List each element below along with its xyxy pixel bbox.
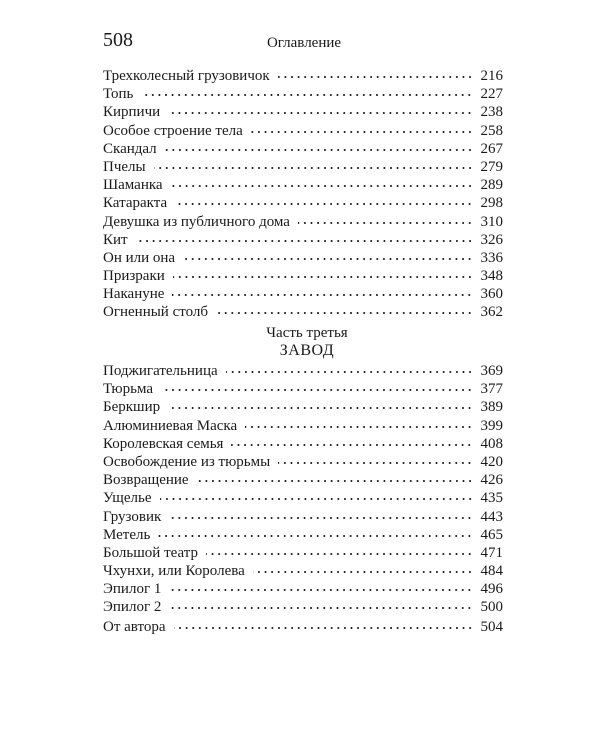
toc-entry-page: 289	[480, 177, 503, 194]
toc-entry-title: Ущелье	[103, 490, 152, 507]
toc-entry-page: 443	[480, 508, 503, 525]
toc-entry-title: Королевская семья	[103, 435, 224, 452]
dot-leader	[168, 406, 473, 410]
toc-entry-title: Накануне	[103, 286, 165, 303]
dot-leader	[226, 370, 473, 374]
toc-entry-page: 389	[480, 399, 503, 416]
toc-entry	[103, 176, 503, 194]
toc-entry-page: 377	[480, 381, 503, 398]
toc-entry-page: 426	[480, 472, 503, 489]
toc-entry-title: Чхунхи, или Королева	[103, 563, 245, 580]
toc-entry	[103, 471, 503, 489]
toc-entry-title: Шаманка	[103, 177, 163, 194]
toc-entry-title: Возвращение	[103, 472, 189, 489]
toc-entry	[103, 231, 503, 249]
toc-entry-title: Эпилог 1	[103, 581, 162, 598]
toc-entry	[103, 398, 503, 416]
toc-entry-page: 267	[480, 140, 503, 157]
toc-entry-title: Кирпичи	[103, 104, 161, 121]
dot-leader	[168, 111, 473, 115]
part-label: Часть третья	[266, 325, 348, 341]
toc-entry-title: Огненный столб	[103, 304, 209, 321]
toc-entry-title: Освобождение из тюрьмы	[103, 453, 271, 470]
toc-entry-page: 348	[480, 268, 503, 285]
toc-entry-page: 435	[480, 490, 503, 507]
dot-leader	[158, 534, 473, 538]
toc-entry	[103, 380, 503, 398]
toc-entry-page: 298	[480, 195, 503, 212]
toc-entry-page: 258	[480, 122, 503, 139]
toc-entry-title: Метель	[103, 526, 151, 543]
toc-entry-page: 227	[480, 86, 503, 103]
running-header: Оглавление	[266, 35, 342, 51]
toc-entry-title: Трехколесный грузовичок	[103, 68, 270, 84]
toc-entry-page: 504	[480, 619, 503, 635]
toc-entry-page: 360	[480, 286, 503, 303]
toc-entry	[103, 598, 503, 616]
dot-leader	[231, 443, 473, 447]
dot-leader	[171, 184, 473, 188]
dot-leader	[160, 497, 474, 501]
toc-entry-title: Поджигательница	[103, 363, 218, 379]
toc-entry	[103, 122, 503, 140]
dot-leader	[197, 479, 473, 483]
toc-entry-page: 408	[480, 435, 503, 452]
toc-entry	[103, 580, 503, 598]
toc-entry-title: Эпилог 2	[103, 599, 162, 616]
dot-leader	[216, 311, 473, 315]
toc-entry-page: 496	[480, 581, 503, 598]
toc-entry-title: Алюминиевая Маска	[103, 417, 238, 434]
toc-entry-title: Пчелы	[103, 158, 146, 175]
toc-entry	[103, 303, 503, 321]
toc-entry-title: Большой театр	[103, 544, 198, 561]
toc-entry-title: Беркшир	[103, 399, 161, 416]
toc-entry-title: Топь	[103, 86, 134, 103]
toc-entry	[103, 213, 503, 231]
dot-leader	[154, 166, 473, 170]
dot-leader	[278, 461, 473, 465]
toc-entry	[103, 67, 503, 85]
dot-leader	[298, 221, 473, 225]
part-heading	[103, 325, 507, 360]
toc-entry-page: 484	[480, 563, 503, 580]
part-title: ЗАВОД	[279, 342, 335, 359]
toc-entry	[103, 249, 503, 267]
toc-section-afterword	[103, 618, 503, 636]
dot-leader	[169, 516, 473, 520]
toc-entry-page: 369	[480, 363, 503, 379]
dot-leader	[173, 275, 473, 279]
dot-leader	[165, 148, 473, 152]
toc-entry-title: Призраки	[103, 268, 165, 285]
toc-entry-title: Тюрьма	[103, 381, 154, 398]
toc-entry-title: Он или она	[103, 249, 176, 266]
dot-leader	[206, 552, 473, 556]
toc-entry	[103, 526, 503, 544]
toc-entry	[103, 417, 503, 435]
toc-entry-page: 336	[480, 249, 503, 266]
dot-leader	[175, 202, 473, 206]
toc-entry	[103, 453, 503, 471]
toc-entry-page: 238	[480, 104, 503, 121]
dot-leader	[245, 425, 473, 429]
toc-section-part-three	[103, 362, 503, 617]
dot-leader	[172, 293, 473, 297]
dot-leader	[136, 239, 473, 243]
toc-entry-title: Грузовик	[103, 508, 162, 525]
toc-entry-page: 310	[480, 213, 503, 230]
toc-entry-title: Катаракта	[103, 195, 168, 212]
page-number: 508	[103, 29, 133, 51]
toc-entry-page: 279	[480, 158, 503, 175]
dot-leader	[161, 388, 473, 392]
dot-leader	[278, 75, 473, 79]
toc-entry	[103, 508, 503, 526]
toc-entry	[103, 544, 503, 562]
toc-entry	[103, 194, 503, 212]
toc-entry	[103, 435, 503, 453]
toc-entry	[103, 489, 503, 507]
toc-entry-title: Особое строение тела	[103, 122, 243, 139]
toc-entry-page: 326	[480, 231, 503, 248]
toc-section-part-two	[103, 67, 503, 322]
toc-entry	[103, 285, 503, 303]
dot-leader	[169, 606, 473, 610]
toc-entry	[103, 362, 503, 380]
dot-leader	[251, 130, 473, 134]
toc-entry-page: 465	[480, 526, 503, 543]
toc-entry-title: От автора	[103, 619, 166, 635]
toc-entry	[103, 562, 503, 580]
toc-entry	[103, 267, 503, 285]
toc-entry-page: 471	[480, 544, 503, 561]
toc-entry-title: Скандал	[103, 140, 157, 157]
toc-entry-title: Кит	[103, 231, 128, 248]
toc-entry	[103, 103, 503, 121]
dot-leader	[183, 257, 473, 261]
dot-leader	[174, 626, 473, 630]
toc-entry-title: Девушка из публичного дома	[103, 213, 290, 230]
toc-entry-page: 399	[480, 417, 503, 434]
dot-leader	[169, 588, 473, 592]
toc-entry	[103, 140, 503, 158]
toc-entry	[103, 85, 503, 103]
toc-entry-page: 216	[480, 68, 503, 84]
dot-leader	[141, 93, 473, 97]
dot-leader	[253, 570, 473, 574]
toc-entry	[103, 158, 503, 176]
toc-entry	[103, 618, 503, 636]
toc-entry-page: 420	[480, 453, 503, 470]
toc-entry-page: 362	[480, 304, 503, 321]
toc-entry-page: 500	[480, 599, 503, 616]
